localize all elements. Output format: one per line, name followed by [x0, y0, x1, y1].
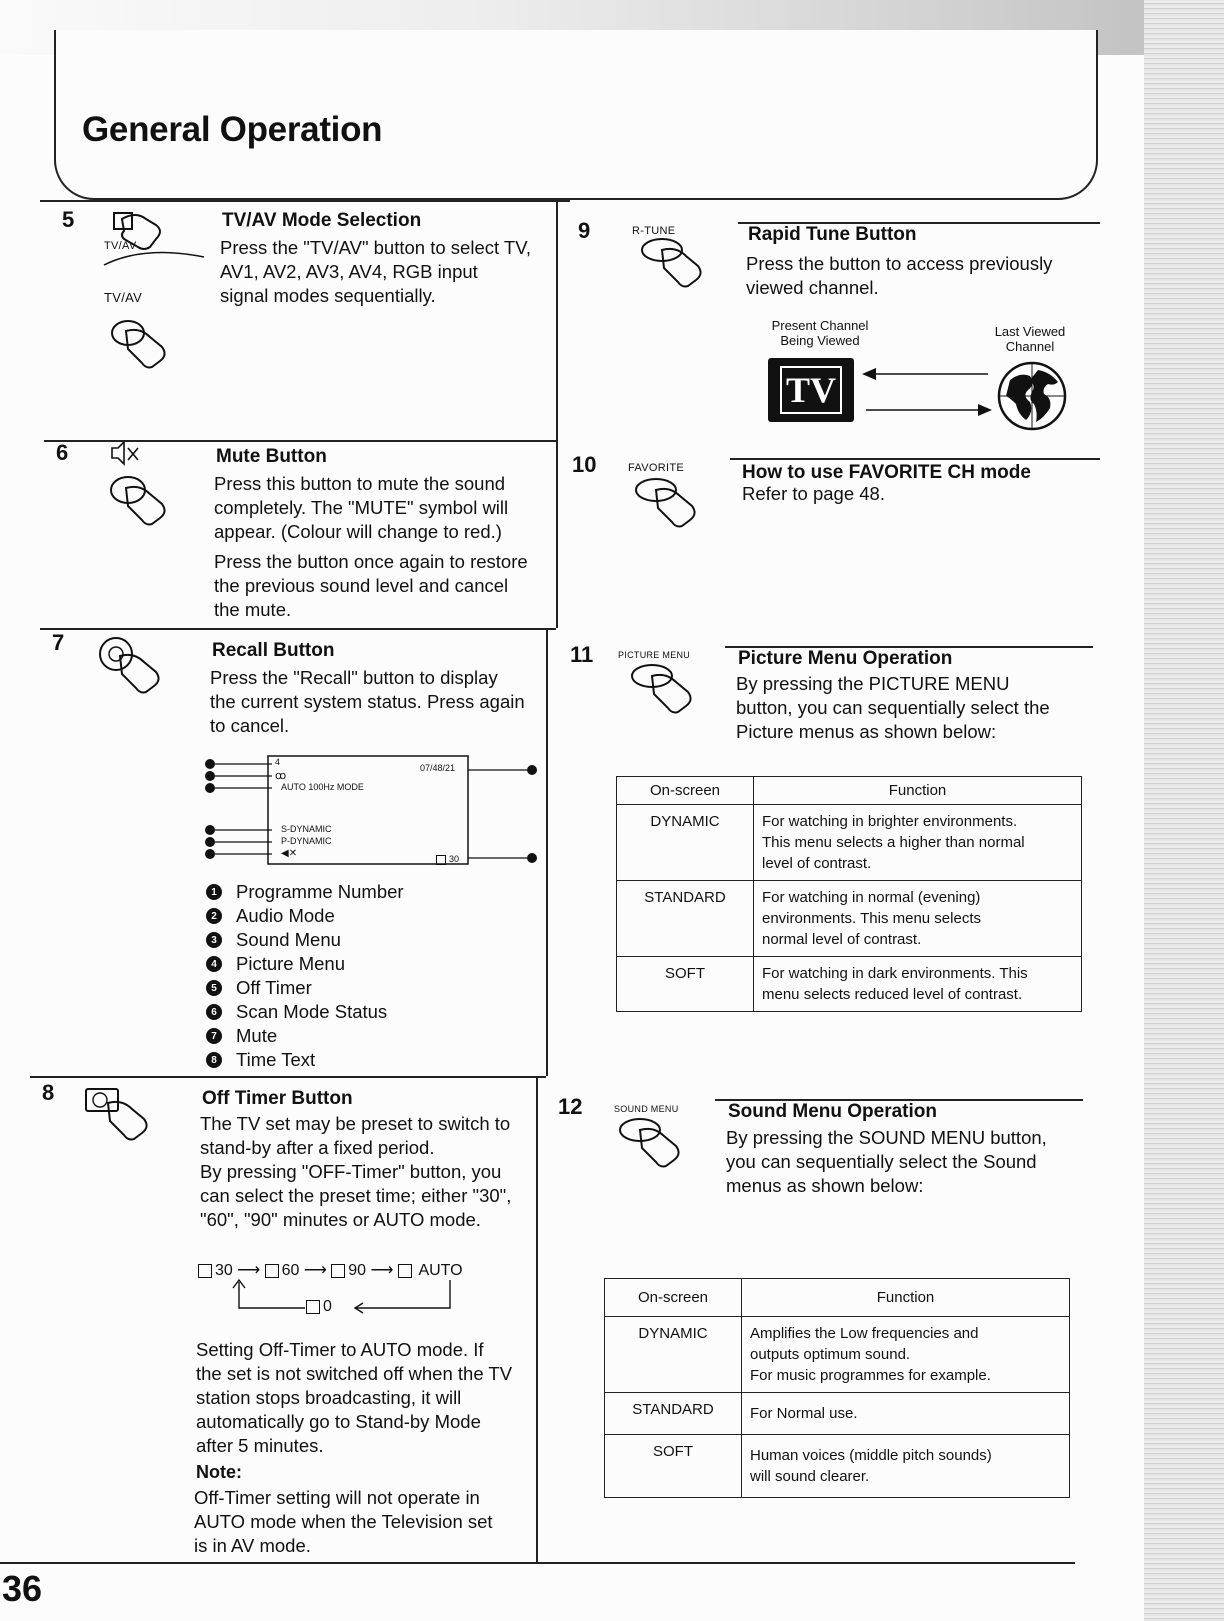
- off-timer-button-icon: [84, 1087, 174, 1157]
- timer-icon: [306, 1300, 320, 1314]
- button-label: FAVORITE: [628, 462, 684, 474]
- channel-arrows: [858, 364, 998, 420]
- section-number: 7: [52, 630, 65, 655]
- osd-mute-icon: ◀✕: [281, 848, 298, 859]
- timer-sequence: 30 ⟶ 60 ⟶ 90 ⟶ AUTO: [198, 1260, 463, 1280]
- divider: [40, 628, 556, 630]
- section-title: Mute Button: [216, 446, 327, 467]
- present-channel-label: Present Channel Being Viewed: [771, 318, 869, 348]
- button-label: R-TUNE: [632, 225, 676, 237]
- section-body: Press the "TV/AV" button to select TV, AV1, AV2, AV3, AV4, RGB input signal modes sequentially.: [220, 237, 532, 306]
- section-title: Off Timer Button: [202, 1088, 353, 1109]
- column-divider: [546, 628, 548, 1076]
- recall-button-icon: [96, 636, 186, 726]
- r-tune-button-icon: [640, 236, 730, 306]
- divider: [730, 458, 1100, 460]
- button-label: PICTURE MENU: [618, 650, 691, 660]
- page-title: General Operation: [82, 110, 383, 149]
- page-number: 36: [2, 1568, 43, 1609]
- section-number: 5: [62, 207, 75, 232]
- table-header: Function: [754, 777, 1082, 805]
- section-number: 9: [578, 218, 591, 243]
- note-body: Off-Timer setting will not operate in AUTO mode when the Television set is in AV mode.: [194, 1487, 493, 1556]
- timer-icon: [398, 1264, 412, 1278]
- column-divider: [536, 1076, 538, 1562]
- section-number: 11: [570, 642, 594, 667]
- section-body: Press the button to access previously viewed channel.: [746, 253, 1053, 298]
- section-body: Press this button to mute the sound completely. The "MUTE" symbol will appear. (Colour will change to red.) Press the button once again to restore the previous sound level and cancel the mute.: [214, 473, 528, 620]
- column-divider: [556, 200, 558, 628]
- table-row: SOFT Human voices (middle pitch sounds) will sound clearer.: [605, 1435, 1070, 1498]
- table-row: SOFT For watching in dark environments. This menu selects reduced level of contrast.: [617, 957, 1082, 1012]
- last-viewed-label: Last Viewed Channel: [994, 324, 1066, 354]
- osd-legend: 1 Programme Number 2 Audio Mode 3 Sound Menu 4 Picture Menu 5 Off Timer 6 Scan Mode Status 7 Mute 8 Time Text: [206, 880, 404, 1072]
- section-number: 12: [558, 1094, 583, 1119]
- picture-menu-button-icon: [630, 662, 720, 732]
- table-header: Function: [742, 1279, 1070, 1317]
- auto-mode-description: Setting Off-Timer to AUTO mode. If the set is not switched off when the TV station stops broadcasting, it will automatically go to Stand-by Mode after 5 minutes.: [196, 1339, 513, 1456]
- button-label: TV/AV: [104, 290, 143, 305]
- button-label: SOUND MENU: [614, 1104, 679, 1114]
- section-title: Sound Menu Operation: [728, 1101, 937, 1122]
- timer-zero: 0: [306, 1298, 332, 1316]
- section-title: Rapid Tune Button: [748, 224, 917, 245]
- section-body: By pressing the SOUND MENU button, you can sequentially select the Sound menus as shown below:: [726, 1127, 1047, 1196]
- section-number: 10: [572, 452, 597, 477]
- section-body: By pressing the PICTURE MENU button, you can sequentially select the Picture menus as shown below:: [736, 673, 1050, 742]
- tv-icon: TV: [768, 358, 854, 422]
- osd-programme: 4: [275, 757, 281, 767]
- favorite-button-icon: [634, 476, 724, 546]
- section-title: How to use FAVORITE CH mode: [742, 462, 1031, 483]
- divider: [40, 200, 570, 202]
- note-title: Note:: [196, 1462, 242, 1482]
- page-bottom-rule: [0, 1562, 1075, 1564]
- timer-icon: [331, 1264, 345, 1278]
- sound-menu-table: [604, 1278, 1070, 1498]
- table-header: On-screen: [617, 777, 754, 805]
- table-row: DYNAMIC For watching in brighter environments. This menu selects a higher than normal level of contrast.: [617, 805, 1082, 881]
- picture-menu-table: [616, 776, 1082, 1012]
- section-body: Press the "Recall" button to display the current system status. Press again to cancel.: [210, 667, 525, 736]
- section-title: Recall Button: [212, 640, 335, 661]
- table-row: DYNAMIC Amplifies the Low frequencies and outputs optimum sound. For music programmes for example.: [605, 1317, 1070, 1393]
- section-body: Refer to page 48.: [742, 483, 885, 504]
- section-body: The TV set may be preset to switch to stand-by after a fixed period. By pressing "OFF-Timer" button, you can select the preset time; either "30", "60", "90" minutes or AUTO mode.: [200, 1113, 512, 1230]
- sound-menu-button-icon: [618, 1116, 708, 1186]
- section-title: TV/AV Mode Selection: [222, 210, 422, 231]
- section-number: 6: [56, 440, 69, 465]
- timer-icon: [265, 1264, 279, 1278]
- table-row: STANDARD For watching in normal (evening) environments. This menu selects normal level of contrast.: [617, 881, 1082, 957]
- timer-icon: [198, 1264, 212, 1278]
- osd-time: 07/48/21: [420, 763, 456, 773]
- button-label: TV/AV: [104, 240, 137, 252]
- divider: [30, 1076, 546, 1078]
- timer-loop-arrow: [205, 1278, 465, 1318]
- page-edge-shadow: [1144, 0, 1224, 1621]
- osd-audio-icon: ꝏ: [275, 770, 287, 782]
- mute-button-icon: [100, 442, 190, 532]
- osd-off-timer: 30: [436, 854, 459, 865]
- table-header: On-screen: [605, 1279, 742, 1317]
- osd-picture-menu: P-DYNAMIC: [281, 836, 332, 846]
- section-title: Picture Menu Operation: [738, 648, 953, 669]
- osd-scan-mode: AUTO 100Hz MODE: [281, 782, 364, 792]
- recall-osd-diagram: [200, 750, 545, 875]
- timer-icon: [436, 855, 446, 865]
- osd-sound-menu: S-DYNAMIC: [281, 824, 332, 834]
- table-row: STANDARD For Normal use.: [605, 1393, 1070, 1435]
- section-number: 8: [42, 1080, 55, 1105]
- globe-icon: [996, 360, 1068, 432]
